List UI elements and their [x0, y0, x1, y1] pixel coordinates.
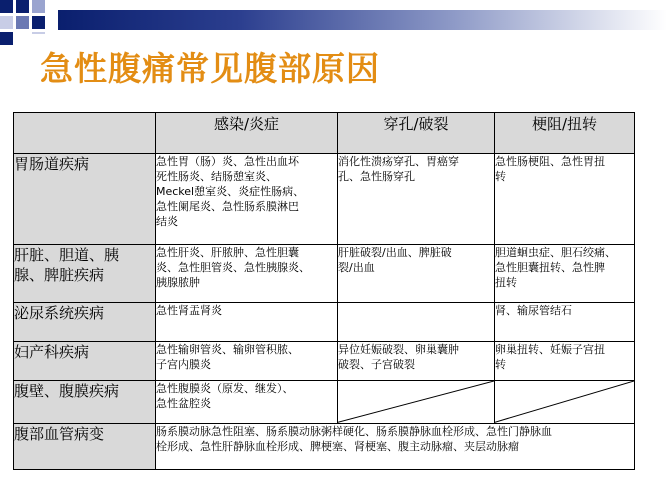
cell-line: 急性胆囊扭转、急性脾: [495, 260, 605, 274]
row-header-line: 胃肠道疾病: [14, 155, 90, 174]
title-decoration: [0, 0, 667, 34]
row-header: [14, 154, 156, 245]
column-header-perforation: 穿孔/破裂: [338, 113, 495, 154]
deco-square: [0, 32, 13, 45]
cell-line: 胰腺脓肿: [156, 275, 200, 289]
table-cell-empty: [338, 303, 495, 342]
cell-line: 肝脏破裂/出血、脾脏破: [338, 245, 452, 259]
causes-table: [13, 112, 635, 470]
cell-line: 转: [495, 358, 506, 372]
cell-line: 异位妊娠破裂、卵巢囊肿: [338, 343, 459, 357]
table-cell: [156, 303, 338, 342]
cell-line: 裂/出血: [338, 260, 375, 274]
table-cell-merged: [156, 423, 635, 469]
table-cell: [338, 244, 495, 302]
cell-line: 急性胃（肠）炎、急性出血坏: [156, 155, 299, 169]
cell-line: 肠系膜动脉急性阻塞、肠系膜动脉粥样硬化、肠系膜静脉血栓形成、急性门静脉血: [156, 424, 552, 438]
cell-line: 急性腹膜炎（原发、继发）、: [156, 382, 294, 396]
cell-line: 急性阑尾炎、急性肠系膜淋巴: [156, 200, 299, 214]
table-cell-not-applicable: [495, 381, 635, 423]
row-header: [14, 303, 156, 342]
cell-line: 肾、输尿管结石: [495, 304, 572, 318]
cell-line: 栓形成、急性肝静脉血栓形成、脾梗塞、肾梗塞、腹主动脉瘤、夹层动脉瘤: [156, 439, 519, 453]
deco-square: [32, 0, 45, 13]
cell-line: 急性肠梗阻、急性胃扭: [495, 155, 605, 169]
table-row: [14, 342, 635, 381]
cell-line: 死性肠炎、结肠憩室炎、: [156, 170, 277, 184]
table-cell-not-applicable: [338, 381, 495, 423]
table-corner: [14, 113, 156, 154]
deco-square: [16, 16, 29, 29]
cell-line: Meckel憩室炎、炎症性肠病、: [156, 185, 305, 199]
table-cell: [156, 244, 338, 302]
cell-line: 卵巢扭转、妊娠子宫扭: [495, 343, 605, 357]
deco-square: [32, 32, 45, 34]
table-row: [14, 303, 635, 342]
cell-line: 消化性溃疡穿孔、胃癌穿: [338, 155, 459, 169]
row-header-line: 肝脏、胆道、胰: [14, 245, 120, 264]
table-cell: [495, 303, 635, 342]
header-row: [14, 113, 635, 154]
cell-line: 结炎: [156, 215, 178, 229]
cell-line: 转: [495, 170, 506, 184]
row-header-line: 腺、脾脏疾病: [14, 265, 105, 284]
row-header-line: 泌尿系统疾病: [14, 304, 105, 323]
row-header-line: 腹部血管病变: [14, 424, 105, 443]
table-cell: [495, 154, 635, 245]
table-cell: [338, 154, 495, 245]
deco-square: [0, 16, 13, 29]
deco-square: [16, 0, 29, 13]
table-cell: [338, 342, 495, 381]
column-header-infection: 感染/炎症: [156, 113, 338, 154]
row-header: [14, 423, 156, 469]
cell-line: 子宫内膜炎: [156, 358, 211, 372]
table-cell: [495, 244, 635, 302]
cell-line: 胆道蛔虫症、胆石绞痛、: [495, 245, 616, 259]
cell-line: 炎、急性胆管炎、急性胰腺炎、: [156, 260, 310, 274]
table-row: [14, 244, 635, 302]
row-header: [14, 244, 156, 302]
table-cell: [495, 342, 635, 381]
cell-line: 扭转: [495, 275, 517, 289]
column-header-obstruction: 梗阻/扭转: [495, 113, 635, 154]
cell-line: 急性肝炎、肝脓肿、急性胆囊: [156, 245, 299, 259]
table-row: [14, 381, 635, 423]
row-header-line: 腹壁、腹膜疾病: [14, 382, 120, 401]
cell-line: 孔、急性肠穿孔: [338, 170, 415, 184]
cell-line: 急性盆腔炎: [156, 397, 211, 411]
table-cell: [156, 154, 338, 245]
table-cell: [156, 381, 338, 423]
cell-line: 急性输卵管炎、输卵管积脓、: [156, 343, 299, 357]
page-title: 急性腹痛常见腹部原因: [40, 49, 380, 88]
deco-gradient-bar: [58, 10, 667, 30]
diagonal-line: [495, 381, 634, 422]
table-cell: [156, 342, 338, 381]
row-header-line: 妇产科疾病: [14, 343, 90, 362]
deco-square: [0, 0, 13, 13]
cell-line: 急性肾盂肾炎: [156, 304, 222, 318]
table-row: [14, 154, 635, 245]
deco-square: [32, 16, 45, 29]
diagonal-line: [338, 381, 494, 422]
table-row: [14, 423, 635, 469]
row-header: [14, 381, 156, 423]
row-header: [14, 342, 156, 381]
cell-line: 破裂、子宫破裂: [338, 358, 415, 372]
